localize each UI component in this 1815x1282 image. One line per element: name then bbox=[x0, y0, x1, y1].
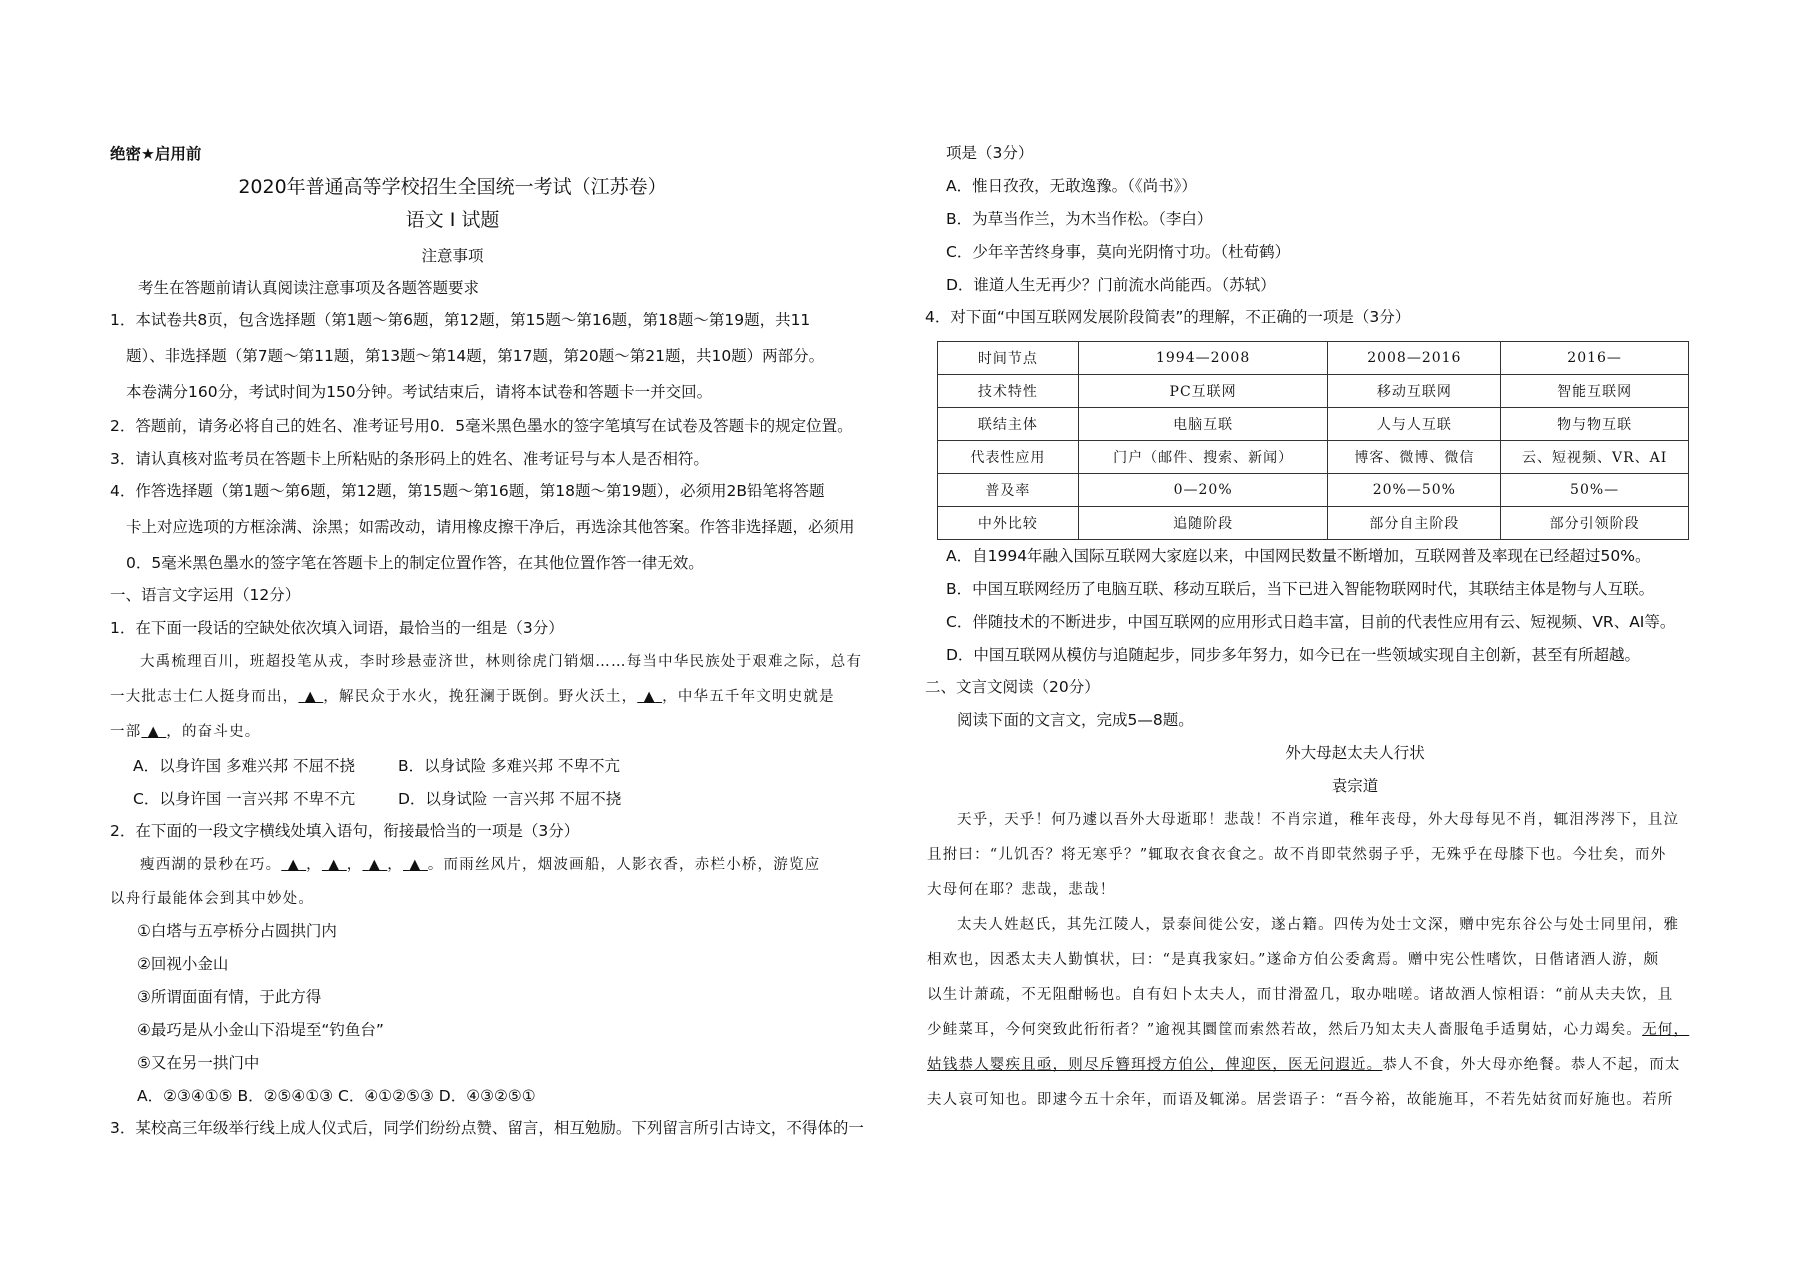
table-cell: 电脑互联 bbox=[1078, 408, 1328, 441]
question-3-start: 3．某校高三年级举行线上成人仪式后，同学们纷纷点赞、留言，相互勉励。下列留言所引古诗文，不得体的一 bbox=[110, 1119, 864, 1137]
table-cell: 云、短视频、VR、AI bbox=[1501, 441, 1689, 474]
question-3-end: 项是（3分） bbox=[946, 144, 1034, 162]
notice-1-line-2: 题）、非选择题（第7题～第11题，第13题～第14题，第17题，第20题～第21题，共10题）两部分。 bbox=[126, 347, 825, 365]
q3-option-d: D．谁道人生无再少？门前流水尚能西。（苏轼） bbox=[946, 276, 1276, 294]
essay-line-9: 夫人哀可知也。即逮今五十余年，而语及辄涕。居尝语子：“吾今裕，故能施耳，不若先姑贫而好施也。若所 bbox=[927, 1092, 1674, 1108]
table-cell: 人与人互联 bbox=[1328, 408, 1501, 441]
underlined-phrase-start: 无何， bbox=[1642, 1022, 1690, 1038]
table-cell: 50%— bbox=[1501, 474, 1689, 507]
essay-line-7-text: 少鲑菜耳，今何突致此衎衎者？”逾视其圜筐而索然若故，然后乃知太夫人嗇服龟手适舅姑，心力竭矣。 bbox=[927, 1022, 1643, 1038]
table-cell: 中外比较 bbox=[938, 507, 1079, 540]
blank-3: ▲ bbox=[147, 723, 161, 740]
section-2-heading: 二、文言文阅读（20分） bbox=[925, 678, 1100, 696]
notice-4-line-2: 卡上对应选项的方框涂满、涂黑；如需改动，请用橡皮擦干净后，再选涂其他答案。作答非选择题，必须用 bbox=[126, 518, 855, 536]
q1-option-d: D．以身试险 一言兴邦 不屈不挠 bbox=[398, 790, 622, 808]
notice-2: 2．答题前，请务必将自己的姓名、准考证号用0．5毫米黑色墨水的签字笔填写在试卷及答题卡的规定位置。 bbox=[110, 417, 853, 435]
table-cell: 2016— bbox=[1501, 342, 1689, 375]
q1-text-c: ，中华五千年文明史就是 bbox=[662, 689, 835, 705]
q2-text-a: 瘦西湖的景秒在巧。 bbox=[140, 857, 282, 873]
table-cell: 普及率 bbox=[938, 474, 1079, 507]
q2-passage-line-2: 以舟行最能体会到其中妙处。 bbox=[110, 891, 315, 907]
question-1: 1．在下面一段话的空缺处依次填入词语，最恰当的一组是（3分） bbox=[110, 619, 564, 637]
table-cell: 博客、微博、微信 bbox=[1328, 441, 1501, 474]
q1-option-b: B．以身试险 多难兴邦 不卑不亢 bbox=[398, 757, 620, 775]
table-cell: 追随阶段 bbox=[1078, 507, 1328, 540]
exam-title: 2020年普通高等学校招生全国统一考试（江苏卷） bbox=[238, 176, 667, 198]
notice-4-line-1: 4．作答选择题（第1题～第6题，第12题，第15题～第16题，第18题～第19题），必须用2B铅笔将答题 bbox=[110, 482, 825, 500]
reading-intro: 阅读下面的文言文，完成5—8题。 bbox=[957, 711, 1194, 729]
notice-heading: 注意事项 bbox=[421, 247, 484, 265]
q2-sentence-3: ③所谓面面有情，于此方得 bbox=[137, 988, 322, 1006]
q4-option-b: B．中国互联网经历了电脑互联、移动互联后，当下已进入智能物联网时代，其联结主体是物与人互联。 bbox=[946, 580, 1655, 598]
q1-text-a: 一大批志士仁人挺身而出， bbox=[110, 689, 299, 705]
table-row bbox=[938, 375, 1689, 408]
notice-intro: 考生在答题前请认真阅读注意事项及各题答题要求 bbox=[138, 279, 480, 297]
table-row bbox=[938, 408, 1689, 441]
q1-passage-line-3 bbox=[110, 722, 260, 742]
question-4: 4．对下面“中国互联网发展阶段简表”的理解，不正确的一项是（3分） bbox=[925, 308, 1411, 326]
table-cell: 2008—2016 bbox=[1328, 342, 1501, 375]
section-1-heading: 一、语言文字运用（12分） bbox=[110, 586, 301, 604]
notice-4-line-3: 0．5毫米黑色墨水的签字笔在答题卡上的制定位置作答，在其他位置作答一律无效。 bbox=[126, 554, 704, 572]
blank-4: ▲ bbox=[287, 856, 300, 873]
table-row bbox=[938, 474, 1689, 507]
internet-stages-table bbox=[937, 341, 1689, 540]
essay-line-7 bbox=[927, 1020, 1689, 1040]
q1-passage-line-1: 大禹梳理百川，班超投笔从戎，李时珍悬壶济世，林则徐虎门销烟……每当中华民族处于艰难之际，总有 bbox=[140, 654, 863, 670]
notice-1-line-1: 1．本试卷共8页，包含选择题（第1题～第6题，第12题，第15题～第16题，第18题～第19题，共11 bbox=[110, 311, 811, 329]
essay-line-5: 相欢也，因悉太夫人勤慎状，曰：“是真我家妇。”遂命方伯公委禽焉。赠中宪公性嗜饮，日偕诸酒人游，颇 bbox=[927, 952, 1660, 968]
q1-passage-line-2 bbox=[110, 687, 835, 707]
q1-option-c: C．以身许国 一言兴邦 不卑不亢 bbox=[133, 790, 356, 808]
q2-sentence-1: ①白塔与五亭桥分占圆拱门内 bbox=[137, 922, 337, 940]
q3-option-c: C．少年辛苦终身事，莫向光阴惰寸功。（杜荀鹤） bbox=[946, 243, 1291, 261]
essay-line-3: 大母何在耶？悲哉，悲哉！ bbox=[927, 882, 1116, 898]
blank-7: ▲ bbox=[409, 856, 422, 873]
table-cell: 联结主体 bbox=[938, 408, 1079, 441]
q2-sentence-2: ②回视小金山 bbox=[137, 955, 229, 973]
table-body bbox=[938, 342, 1689, 540]
question-2: 2．在下面的一段文字横线处填入语句，衔接最恰当的一项是（3分） bbox=[110, 822, 580, 840]
essay-line-4: 太夫人姓赵氏，其先江陵人，景泰间徙公安，遂占籍。四传为处士文深，赠中宪东谷公与处士同里闬，雅 bbox=[957, 917, 1680, 933]
essay-line-6: 以生计萧疏，不无阻酣畅也。自有妇卜太夫人，而甘滑盈几，取办咄嗟。诸故酒人惊相语：“前从夫夫饮，且 bbox=[927, 987, 1674, 1003]
essay-line-1: 天乎，天乎！何乃遽以吾外大母逝耶！悲哉！不肖宗道，稚年丧母，外大母每见不肖，辄泪涔涔下，且泣 bbox=[957, 812, 1680, 828]
blank-1: ▲ bbox=[304, 688, 318, 705]
q2-text-b: 。而雨丝风片，烟波画船，人影衣香，赤栏小桥，游览应 bbox=[427, 857, 821, 873]
essay-line-8-text: 恭人不食，外大母亦绝餐。恭人不起，而太 bbox=[1382, 1057, 1681, 1073]
q1-text-b: ，解民众于水火，挽狂澜于既倒。野火沃土， bbox=[323, 689, 638, 705]
table-row bbox=[938, 507, 1689, 540]
table-row bbox=[938, 441, 1689, 474]
q2-passage-line-1: 瘦西湖的景秒在巧。 ▲ ， ▲ ， ▲ ， ▲ 。而雨丝风片，烟波画船，人影衣香，赤栏小桥，游览应 bbox=[140, 856, 821, 873]
q4-option-a: A．自1994年融入国际互联网大家庭以来，中国网民数量不断增加，互联网普及率现在已经超过50%。 bbox=[946, 547, 1651, 565]
q3-option-b: B．为草当作兰，为木当作松。（李白） bbox=[946, 210, 1213, 228]
table-cell: 物与物互联 bbox=[1501, 408, 1689, 441]
essay-title: 外大母赵太夫人行状 bbox=[1285, 744, 1425, 762]
table-cell: 时间节点 bbox=[938, 342, 1079, 375]
blank-6: ▲ bbox=[368, 856, 382, 873]
table-cell: 代表性应用 bbox=[938, 441, 1079, 474]
table-cell: 部分引领阶段 bbox=[1501, 507, 1689, 540]
table-cell: 部分自主阶段 bbox=[1328, 507, 1501, 540]
essay-line-8 bbox=[927, 1055, 1681, 1075]
table-cell: PC互联网 bbox=[1078, 375, 1328, 408]
blank-5: ▲ bbox=[328, 856, 341, 873]
essay-line-2: 且拊曰：“儿饥否？将无寒乎？”辄取衣食衣食之。故不肖即茕然弱子乎，无殊乎在母膝下也。今壮矣，而外 bbox=[927, 847, 1667, 863]
table-cell: 门户（邮件、搜索、新闻） bbox=[1078, 441, 1328, 474]
notice-1-line-3: 本卷满分160分，考试时间为150分钟。考试结束后，请将本试卷和答题卡一并交回。 bbox=[126, 383, 713, 401]
q2-sentence-4: ④最巧是从小金山下沿堤至“钓鱼台” bbox=[137, 1021, 384, 1039]
blank-2: ▲ bbox=[643, 688, 656, 705]
q3-option-a: A．惟日孜孜，无敢逸豫。（《尚书》） bbox=[946, 177, 1197, 195]
q2-sentence-5: ⑤又在另一拱门中 bbox=[137, 1054, 260, 1072]
table-cell: 智能互联网 bbox=[1501, 375, 1689, 408]
q4-option-c: C．伴随技术的不断进步，中国互联网的应用形式日趋丰富，目前的代表性应用有云、短视频、VR、AI等。 bbox=[946, 613, 1676, 631]
underlined-sentence: 姑钱恭人婴疾且亟，则尽斥簪珥授方伯公，俾迎医，医无问遐近。 bbox=[927, 1057, 1383, 1073]
q1-option-a: A．以身许国 多难兴邦 不屈不挠 bbox=[133, 757, 355, 775]
q1-text-d: 一部 bbox=[110, 724, 142, 740]
confidential-label: 绝密★启用前 bbox=[110, 145, 202, 163]
essay-author: 袁宗道 bbox=[1331, 777, 1379, 795]
notice-3: 3．请认真核对监考员在答题卡上所粘贴的条形码上的姓名、准考证号与本人是否相符。 bbox=[110, 450, 709, 468]
exam-subtitle: 语文 I 试题 bbox=[405, 209, 500, 231]
table-cell: 0—20% bbox=[1078, 474, 1328, 507]
table-row bbox=[938, 342, 1689, 375]
table-cell: 20%—50% bbox=[1328, 474, 1501, 507]
q1-text-e: ，的奋斗史。 bbox=[166, 724, 261, 740]
table-cell: 技术特性 bbox=[938, 375, 1079, 408]
table-cell: 1994—2008 bbox=[1078, 342, 1328, 375]
q4-option-d: D．中国互联网从模仿与追随起步，同步多年努力，如今已在一些领域实现自主创新，甚至有所超越。 bbox=[946, 646, 1640, 664]
q2-options: A．②③④①⑤ B．②⑤④①③ C．④①②⑤③ D．④③②⑤① bbox=[137, 1087, 536, 1105]
table-cell: 移动互联网 bbox=[1328, 375, 1501, 408]
